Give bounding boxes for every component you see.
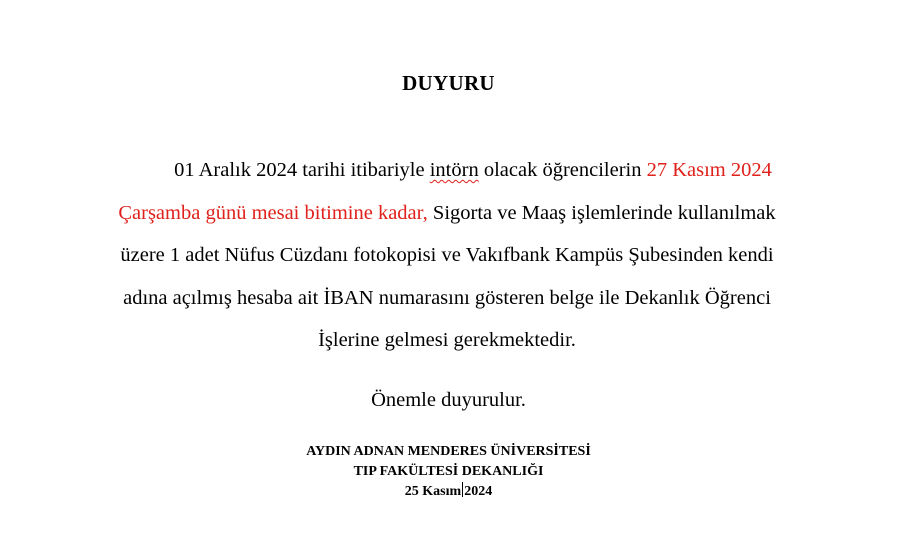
body-line-1 bbox=[52, 149, 842, 192]
deadline-date: 27 Kasım 2024 bbox=[646, 159, 772, 181]
university-name: AYDIN ADNAN MENDERES ÜNİVERSİTESİ bbox=[306, 444, 591, 459]
body-line-1-start: 01 Aralık 2024 tarihi itibariyle bbox=[174, 159, 430, 181]
faculty-name: TIP FAKÜLTESİ DEKANLIĞI bbox=[353, 464, 544, 479]
date-year: 2024 bbox=[464, 484, 493, 499]
misspelled-word[interactable]: intörn bbox=[429, 159, 479, 181]
date-day-month: 25 Kasım bbox=[404, 484, 462, 499]
body-line-2 bbox=[52, 192, 842, 235]
body-line-1-mid: olacak öğrencilerin bbox=[478, 159, 647, 181]
body-line-2-rest: Sigorta ve Maaş işlemlerinde kullanılmak bbox=[427, 201, 776, 224]
deadline-time: Çarşamba günü mesai bitimine kadar, bbox=[118, 201, 428, 224]
body-line-3: üzere 1 adet Nüfus Cüzdanı fotokopisi ve Vakıfbank Kampüs Şubesinden kendi bbox=[120, 244, 774, 266]
body-line-5: İşlerine gelmesi gerekmektedir. bbox=[318, 329, 576, 351]
announcement-title: DUYURU bbox=[402, 71, 495, 95]
announcement-body bbox=[52, 149, 842, 362]
signature-block bbox=[0, 442, 897, 502]
signature-date bbox=[0, 482, 897, 502]
closing-line: Önemle duyurulur. bbox=[371, 389, 526, 411]
body-line-4: adına açılmış hesaba ait İBAN numarasını gösteren belge ile Dekanlık Öğrenci bbox=[123, 286, 771, 309]
